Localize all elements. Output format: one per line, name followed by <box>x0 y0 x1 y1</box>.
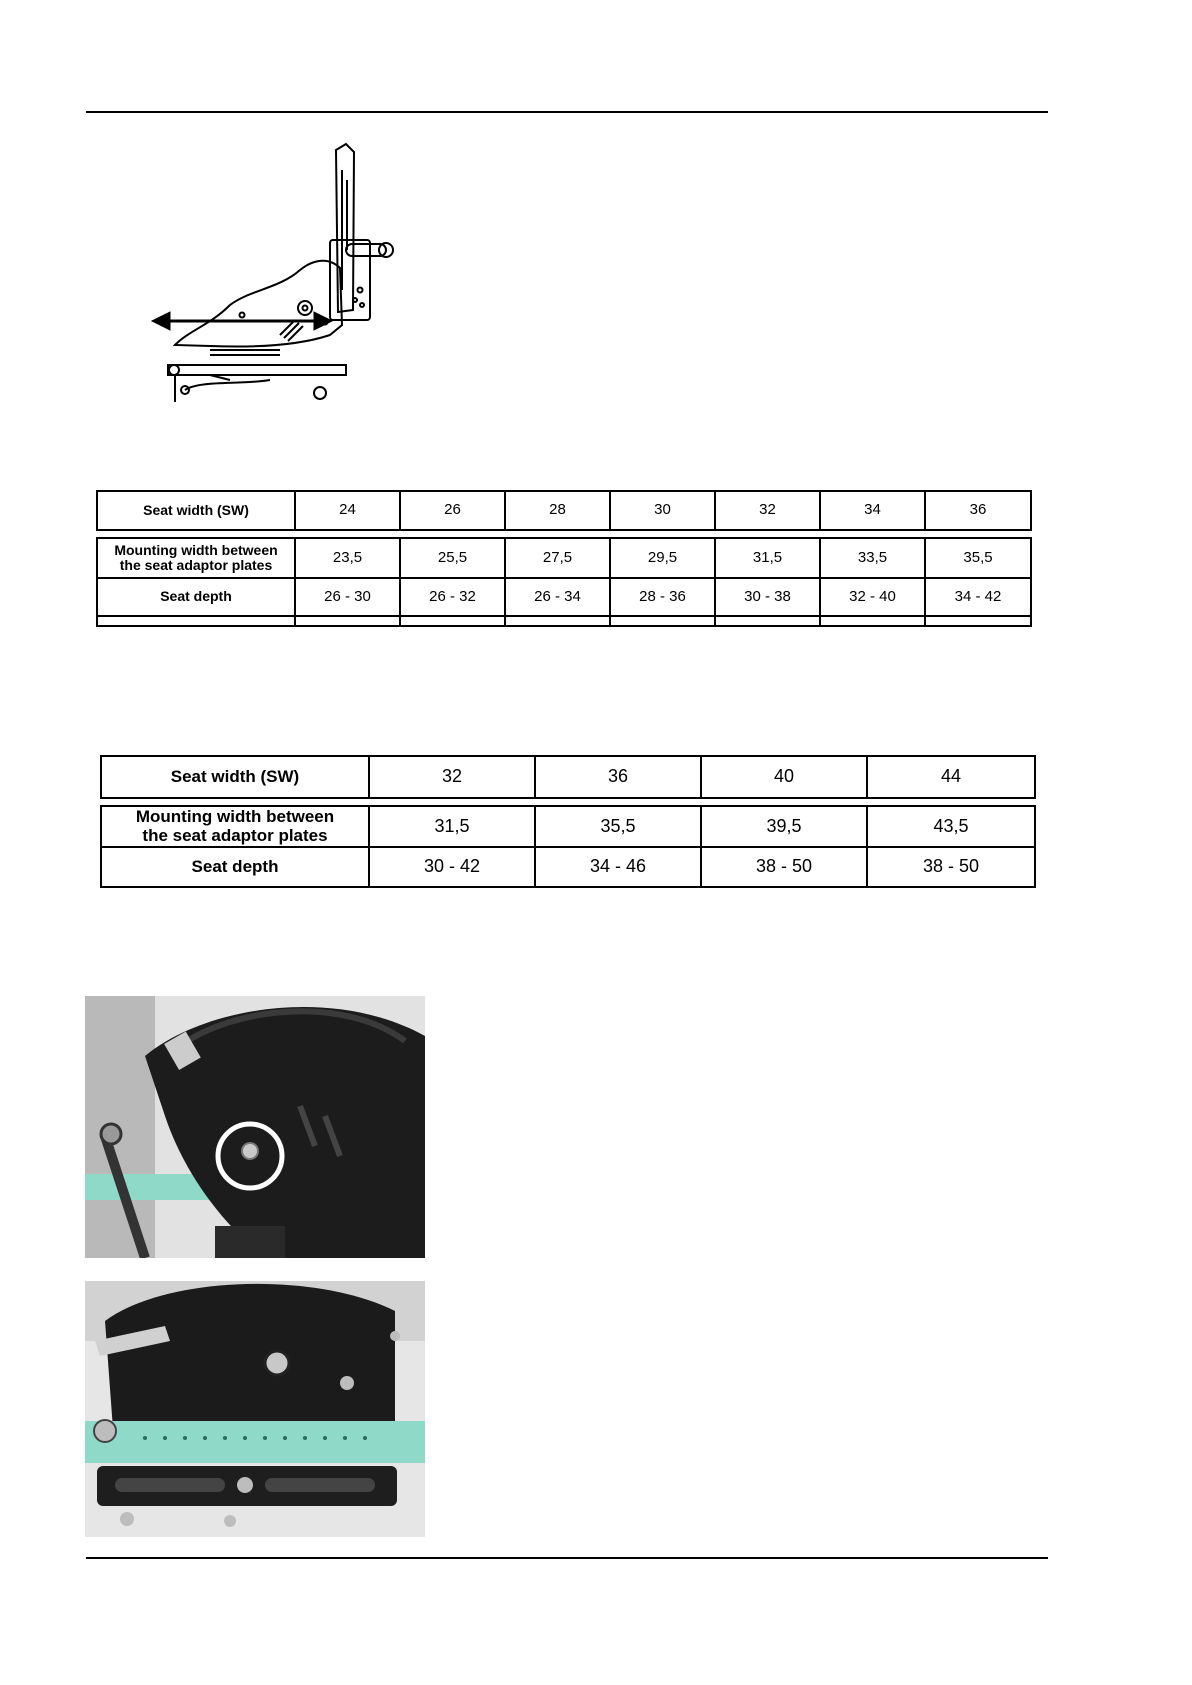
table-cell: 34 <box>820 491 925 530</box>
table-cell: 26 - 34 <box>505 578 610 616</box>
table-spacer-row <box>101 798 1035 806</box>
mounting-width-label-line2: the seat adaptor plates <box>119 557 273 573</box>
table-cell: 31,5 <box>369 806 535 847</box>
seat-depth-label: Seat depth <box>101 847 369 887</box>
table-cell: 33,5 <box>820 538 925 578</box>
seat-width-label: Seat width (SW) <box>101 756 369 798</box>
table-cell: 30 - 38 <box>715 578 820 616</box>
mounting-width-label-line2: the seat adaptor plates <box>142 825 328 845</box>
table-row <box>101 847 1035 887</box>
table-cell: 39,5 <box>701 806 867 847</box>
table-cell: 43,5 <box>867 806 1035 847</box>
table-cell: 36 <box>535 756 701 798</box>
table-cell: 32 <box>369 756 535 798</box>
seat-dimension-table-large <box>100 755 1036 888</box>
seat-depth-label: Seat depth <box>97 578 295 616</box>
table-row <box>101 806 1035 847</box>
table-cell: 35,5 <box>535 806 701 847</box>
table-cell: 26 <box>400 491 505 530</box>
table-cell: 34 - 42 <box>925 578 1031 616</box>
table-cell: 40 <box>701 756 867 798</box>
table-cell: 38 - 50 <box>701 847 867 887</box>
table-cut-row <box>97 616 1031 626</box>
table-cell: 25,5 <box>400 538 505 578</box>
bottom-rule <box>86 1557 1048 1559</box>
table-cell: 28 <box>505 491 610 530</box>
seat-width-label: Seat width (SW) <box>97 491 295 530</box>
table-cell: 27,5 <box>505 538 610 578</box>
mounting-width-label-line1: Mounting width between <box>135 806 335 826</box>
table-row <box>97 578 1031 616</box>
table-cell: 32 - 40 <box>820 578 925 616</box>
table-cell: 30 - 42 <box>369 847 535 887</box>
table-cell: 32 <box>715 491 820 530</box>
mounting-width-label <box>97 538 295 578</box>
table-cell: 29,5 <box>610 538 715 578</box>
table-cell: 26 - 32 <box>400 578 505 616</box>
mounting-width-label <box>101 806 369 847</box>
top-rule <box>86 111 1048 113</box>
photo-seat-plate-frame <box>85 1281 425 1537</box>
seat-depth-diagram <box>150 140 410 405</box>
table-cell: 26 - 30 <box>295 578 400 616</box>
table-cell: 35,5 <box>925 538 1031 578</box>
seat-dimension-table-small <box>96 490 1032 627</box>
table-cell: 38 - 50 <box>867 847 1035 887</box>
table-cell: 30 <box>610 491 715 530</box>
table-cell: 23,5 <box>295 538 400 578</box>
table-cell: 31,5 <box>715 538 820 578</box>
photo-seat-plate-screw <box>85 996 425 1258</box>
table-cell: 28 - 36 <box>610 578 715 616</box>
table-cell: 34 - 46 <box>535 847 701 887</box>
table-row <box>101 756 1035 798</box>
table-cell: 44 <box>867 756 1035 798</box>
mounting-width-label-line1: Mounting width between <box>114 541 278 558</box>
table-row <box>97 538 1031 578</box>
table-spacer-row <box>97 530 1031 538</box>
table-cell: 24 <box>295 491 400 530</box>
table-row <box>97 491 1031 530</box>
table-cell: 36 <box>925 491 1031 530</box>
